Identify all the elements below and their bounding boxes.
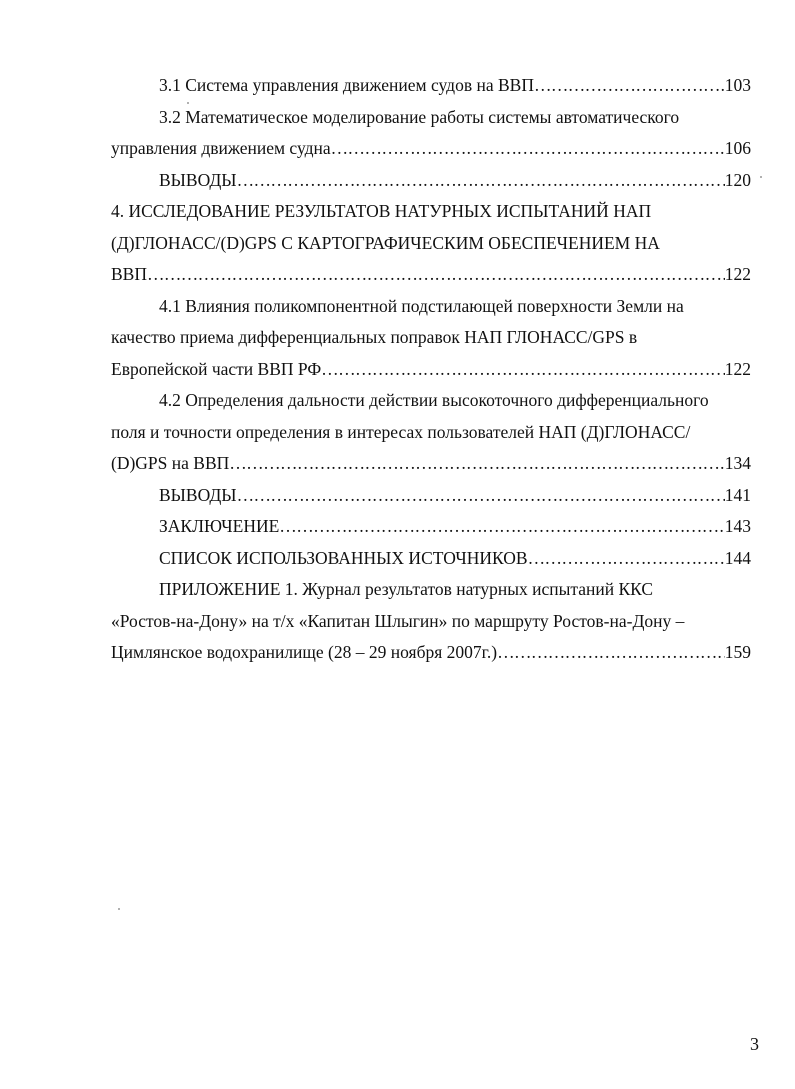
toc-entry xyxy=(111,70,751,102)
toc-leader-dots xyxy=(497,637,725,669)
toc-page-number: 159 xyxy=(724,642,751,662)
toc-leader-dots xyxy=(237,480,725,512)
scan-speck xyxy=(187,102,189,104)
toc-entry-text: 4.2 Определения дальности действии высокоточного дифференциального xyxy=(159,390,709,410)
toc-entry-text: Европейской части ВВП РФ xyxy=(111,358,322,379)
toc-line xyxy=(111,165,751,197)
toc-entry-text: ПРИЛОЖЕНИЕ 1. Журнал результатов натурных испытаний ККС xyxy=(159,579,654,599)
toc-entry-text: Цимлянское водохранилище (28 – 29 ноября 2007г.) xyxy=(111,642,498,662)
toc-line xyxy=(111,543,751,575)
toc-entry-text: ВЫВОДЫ xyxy=(159,169,237,190)
toc-line xyxy=(111,480,751,512)
toc-page-number: 122 xyxy=(724,264,751,284)
toc-entry-text: 4.1 Влияния поликомпонентной подстилающей поверхности Земли на xyxy=(159,295,684,316)
toc-leader-dots xyxy=(237,165,725,197)
scan-speck xyxy=(118,908,120,910)
toc-line xyxy=(111,511,751,543)
toc-leader-dots xyxy=(331,133,725,165)
toc-entry-text: поля и точности определения в интересах пользователей НАП (Д)ГЛОНАСС/ xyxy=(111,421,691,442)
toc-line xyxy=(111,70,751,102)
toc-entry xyxy=(111,165,751,197)
toc-entry-text: (D)GPS на ВВП xyxy=(111,453,230,473)
toc-leader-dots xyxy=(147,259,725,291)
toc-leader-dots xyxy=(528,543,725,575)
toc-entry xyxy=(111,480,751,512)
toc-entry xyxy=(111,196,751,291)
toc-entry-text: ЗАКЛЮЧЕНИЕ xyxy=(159,516,280,536)
toc-line xyxy=(111,574,751,606)
toc-entry xyxy=(111,511,751,543)
toc-leader-dots xyxy=(229,448,724,480)
toc-line xyxy=(111,637,751,669)
toc-page-number: 120 xyxy=(724,169,751,190)
toc-page-number: 134 xyxy=(724,453,751,473)
toc-page-number: 143 xyxy=(724,516,751,536)
toc-page-number: 122 xyxy=(724,358,751,379)
table-of-contents xyxy=(111,70,751,669)
toc-entry xyxy=(111,574,751,669)
toc-line xyxy=(111,228,751,260)
toc-page-number: 103 xyxy=(724,75,751,95)
toc-entry xyxy=(111,385,751,480)
toc-line xyxy=(111,133,751,165)
toc-page-number: 144 xyxy=(724,547,751,568)
toc-entry-text: «Ростов-на-Дону» на т/х «Капитан Шлыгин» по маршруту Ростов-на-Дону – xyxy=(111,610,685,631)
toc-line xyxy=(111,417,751,449)
toc-entry-text: ВЫВОДЫ xyxy=(159,484,237,505)
toc-entry-text: 3.1 Система управления движением судов на ВВП xyxy=(159,75,534,95)
toc-entry-text: качество приема дифференциальных поправок НАП ГЛОНАСС/GPS в xyxy=(111,327,638,347)
toc-entry-text: 4. ИССЛЕДОВАНИЕ РЕЗУЛЬТАТОВ НАТУРНЫХ ИСПЫТАНИЙ НАП xyxy=(111,201,652,221)
toc-page-number: 106 xyxy=(724,138,751,158)
toc-line xyxy=(111,448,751,480)
toc-line xyxy=(111,385,751,417)
toc-entry-text: ВВП xyxy=(111,264,147,284)
toc-line xyxy=(111,196,751,228)
toc-line xyxy=(111,102,751,134)
toc-leader-dots xyxy=(279,511,724,543)
toc-line xyxy=(111,322,751,354)
toc-entry-text: (Д)ГЛОНАСС/(D)GPS С КАРТОГРАФИЧЕСКИМ ОБЕСПЕЧЕНИЕМ НА xyxy=(111,232,660,253)
toc-leader-dots xyxy=(321,354,725,386)
toc-entry-text: 3.2 Математическое моделирование работы системы автоматического xyxy=(159,106,680,127)
toc-line xyxy=(111,259,751,291)
toc-entry xyxy=(111,543,751,575)
toc-leader-dots xyxy=(534,70,725,102)
toc-entry xyxy=(111,291,751,386)
toc-line xyxy=(111,291,751,323)
toc-entry-text: СПИСОК ИСПОЛЬЗОВАННЫХ ИСТОЧНИКОВ xyxy=(159,547,528,568)
toc-line xyxy=(111,354,751,386)
scan-speck xyxy=(760,176,762,178)
toc-entry xyxy=(111,102,751,165)
toc-page-number: 141 xyxy=(724,484,751,505)
toc-line xyxy=(111,606,751,638)
page-number: 3 xyxy=(750,1034,759,1054)
toc-entry-text: управления движением судна xyxy=(111,138,331,158)
